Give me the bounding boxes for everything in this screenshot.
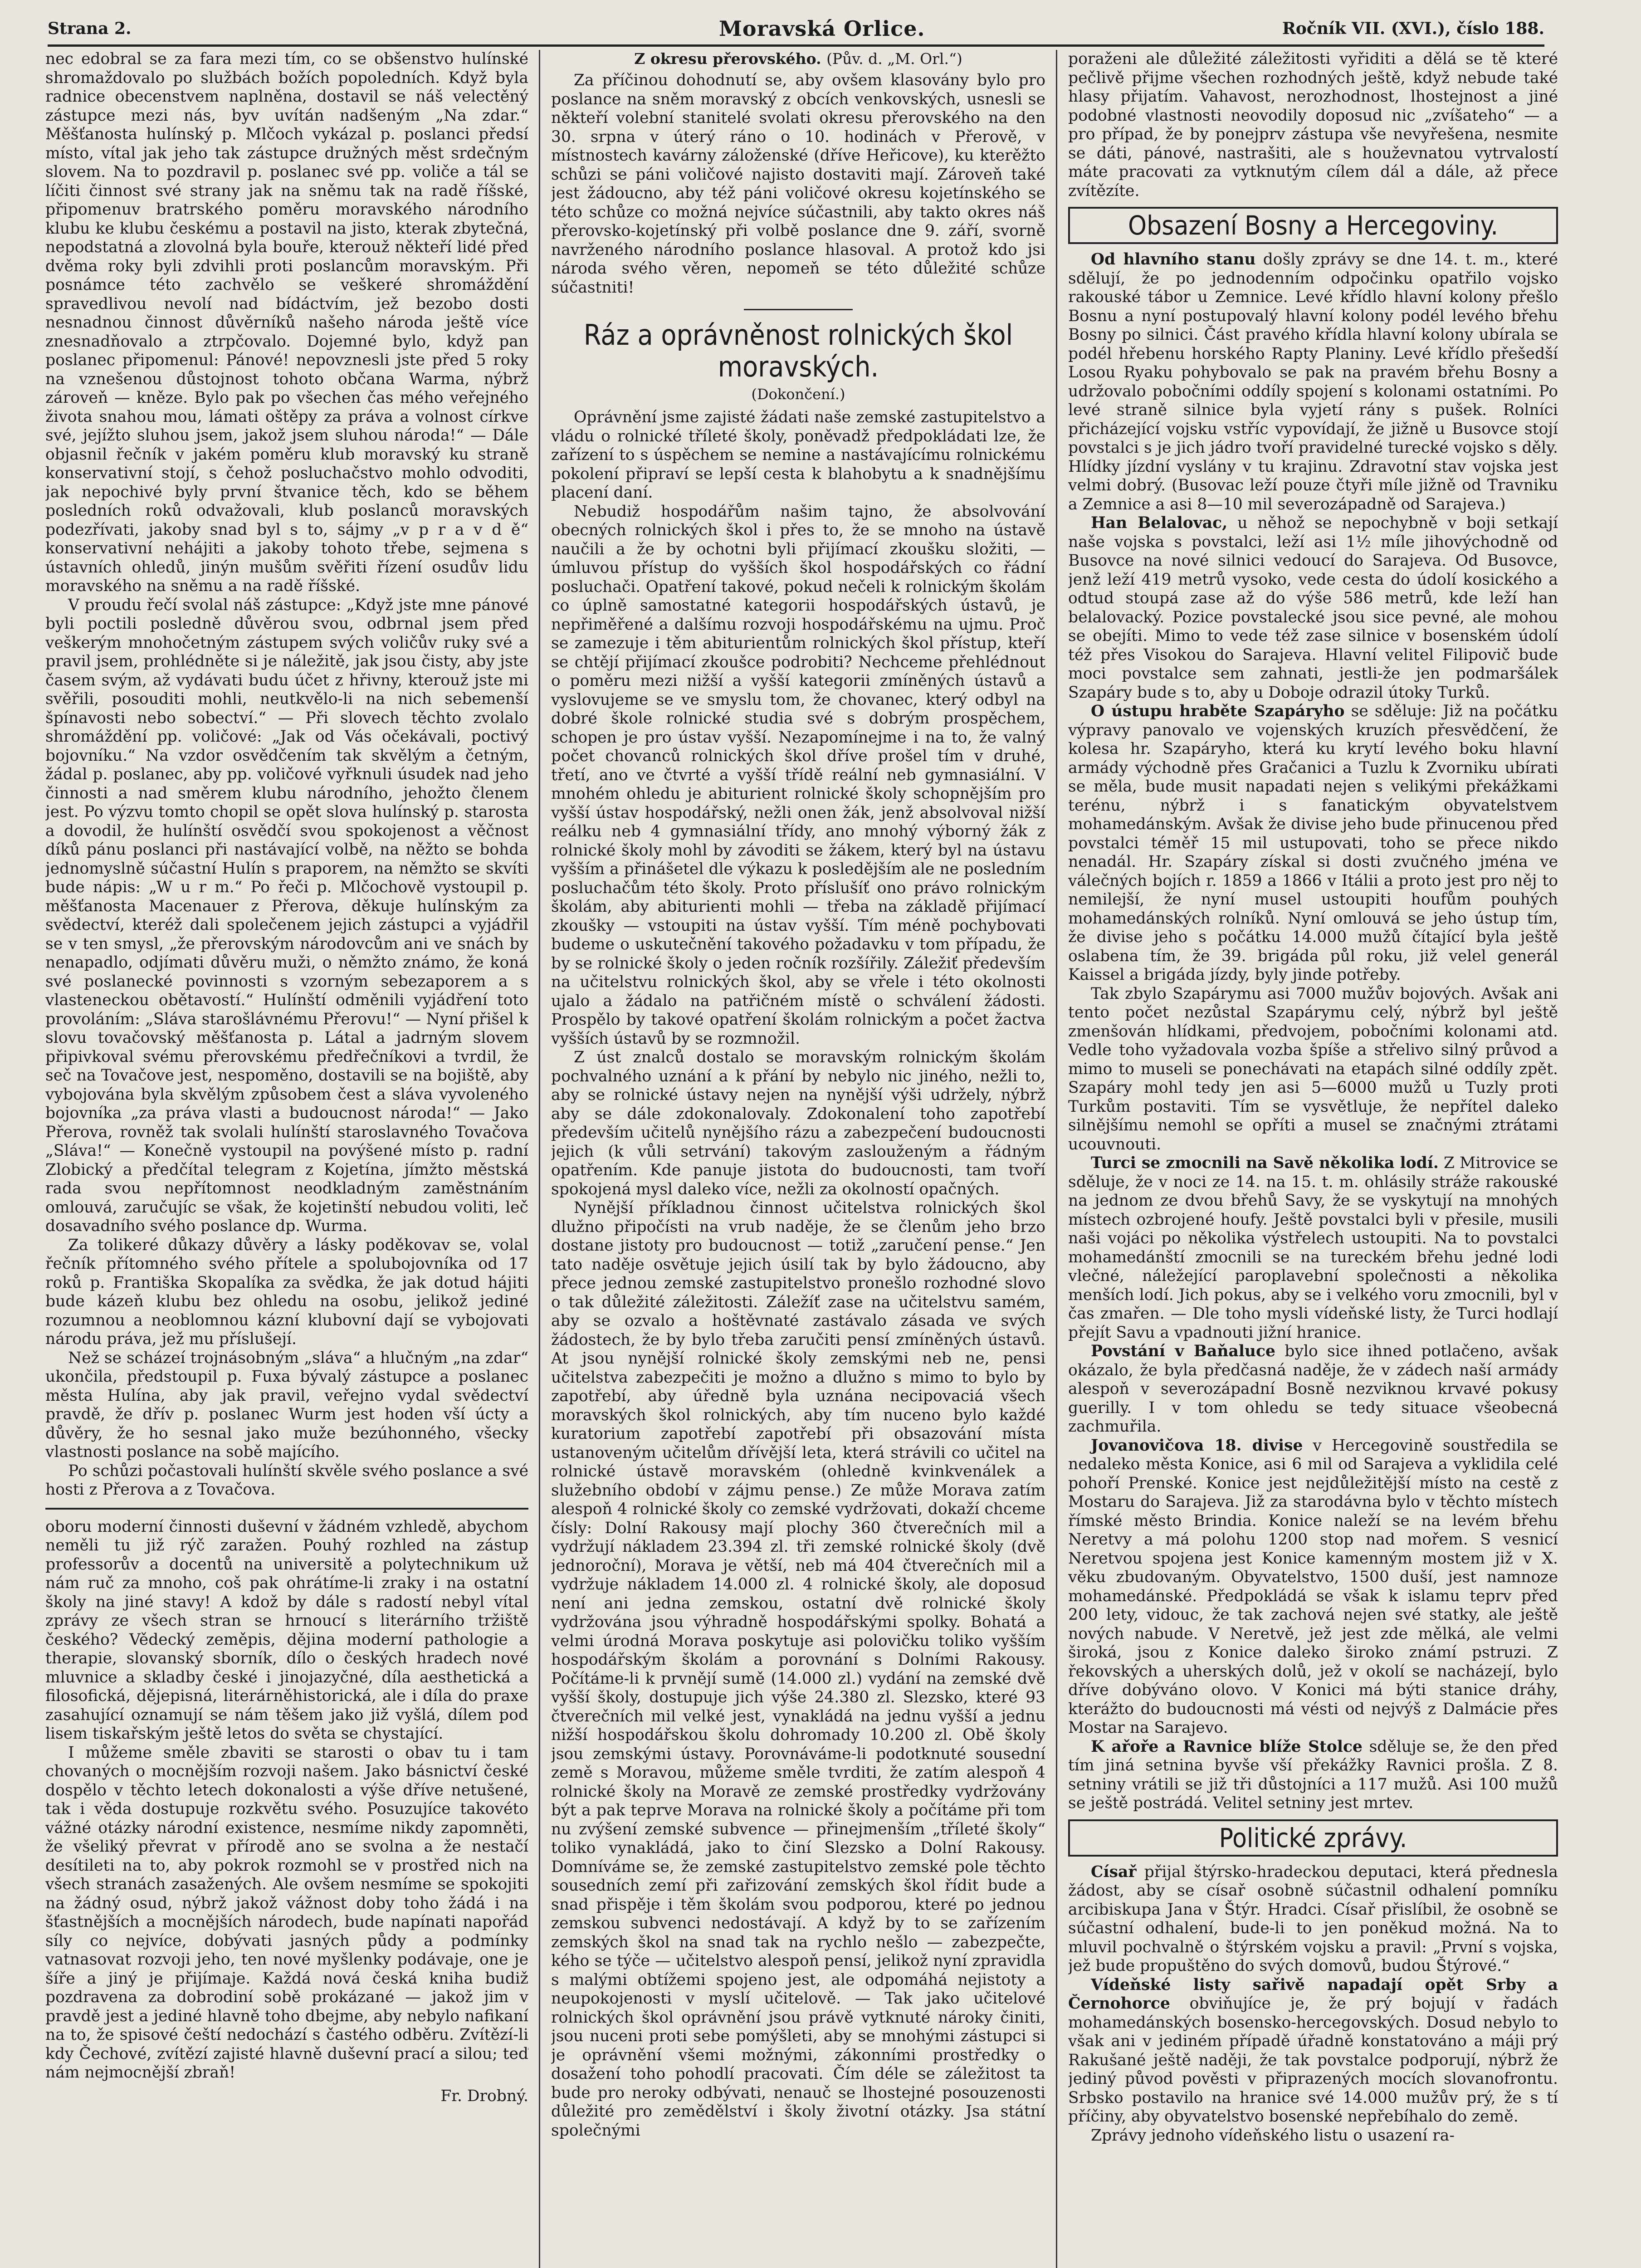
article-paragraph: Císař přijal štýrsko-hradeckou deputaci, která přednesla žádost, aby se císař osobně súčastnil odhalení pomníku arcibiskupa Jana v Štýr. Hradci. Císař přislíbil, že osobně se súčastní odhalení, bude-li to jen poněkud možná. Na to mluvil pochvalně o štýrském vojsku a pravil: „První s vojska, jež bude propuštěno do svých domovů, budou Štýrové.“ bbox=[1068, 1862, 1558, 1975]
issue-info: Ročník VII. (XVI.), číslo 188. bbox=[1282, 19, 1544, 38]
feuilleton-paragraph: oboru moderní činnosti duševní v žádném vzhledě, abychom neměli tu již rýč zaražen. Pouhý rozhled na zástup professorův a docentů na universitě a polytechnikum už nám ruč za mnoho, coš pak ohrátíme-li zraky i na ostatní školy na jiné stavy! A kdož by dále s radostí nebyl vítal zprávy ze všech stran se hrnoucí s literárního tržiště českého? Vědecký zeměpis, dějina moderní pathologie a therapie, slovanský sborník, dílo o českých hradech nové mluvnice a skladby české i jinojazyčné, díla aesthetická a filosofická, dějepisná, literárněhistorická, ale i díla do praxe zasahující oznamují se nám těšem jako již vyšlá, dílem pod lisem tiskařským ještě letos do světa se chystající. bbox=[45, 1517, 528, 1743]
feuilleton-paragraph: I můžeme směle zbaviti se starosti o obav tu i tam chovaných o mocnějším rozvoji našem. Jako básnictví české dospělo v těchto letech dokonalosti a výše dříve netušené, tak i věda dostupuje rozkvětu svého. Posuzujíce takovéto vážné otázky národní existence, nesmíme nikdy zapomněti, že všeliký převrat v přírodě ano se svolna a že nestačí desítileti na to, aby pokrok rozmohl se v prostřed nich na všech stranách zasažených. Ale ovšem nesmíme se spokojiti na žádný osud, nýbrž jakož vážnost doby toho žádá i na šťastnějších a mocnějších národech, bude napínati napořád síly co nejvíce, dobývati jasných půdy a podmínky vatnasovat rozvoji jeho, ten nové myšlenky podávaje, one je šíře a jiný je přijímaje. Každá nová česká kniha budiž pozdravena za dobrodiní sobě prokázané — jakož jim v pravdě jest a jediné hlavně toho dbejme, aby nebylo nafikaní na to, že spisové čeští nedochází s častého odběru. Zvítězí-li kdy Čechové, zvítězí zajisté hlavně duševní prací a silou; teď nám nejmocnější zbraň! bbox=[45, 1743, 528, 2082]
article-paragraph: Po schůzi počastovali hulínští skvěle svého poslance a své hosti z Přerova a z Tovačova. bbox=[45, 1461, 528, 1499]
article-paragraph: Vídeňské listy sařivě napadají opět Srby a Černohorce obviňujíce je, že prý bojují v řadách mohamedánských bosensko-hercegovských. Dosud nebylo to však ani v jediném případě úřadně konstatováno a máji prý Rakušané ještě naději, že tak povstalce podporují, nýbrž že jediný původ pověsti v připrazených mocích slovanofrontu. Srbsko postavilo na hranice své 14.000 mužův prý, že s tí příčiny, aby obyvatelstvo bosenské nepřebíhalo do země. bbox=[1068, 1975, 1558, 2126]
article-paragraph: Od hlavního stanu došly zprávy se dne 14. t. m., které sdělují, že po jednodenním odpočinku opatřilo vojsko rakouské tábor u Zemnice. Levé křídlo hlavní kolony přešlo Bosnu a nyní postupovalý hlavní kolony podél levého břehu Bosny po silnici. Část pravého křídla hlavní kolony ubírala se podél hřebenu horského Rapty Planiny. Levé křídlo přešedší Losou Ryaku pohybovalo se pak na pravém břehu Bosny a udržovalo pobočními oddíly spojení s kolonami ostatními. Po levé straně silnice byla vyjetí rány s pušek. Rolníci přicházející vojsku vstříc vypovídají, že jižně u Busovce stojí povstalci s je jich jádro tvoří pravidelné turecké vojsko s děly. Hlídky jízdní vyslány v tu krajinu. Zdravotní stav vojska jest velmi dobrý. (Busovac leží pouze čtyři míle jižně od Travniku a Zemnice a asi 8—10 mil severozápadně od Sarajeva.) bbox=[1068, 250, 1558, 513]
article-paragraph: Nebudiž hospodářům našim tajno, že absolvování obecných rolnických škol i přes to, že se mnoho na ústavě naučili a že by ochotni byli přijímací zkoušku složiti, — úmluvou přístup do vyšších škol hospodářských co řádní posluchači. Opatření takové, pokud nečeli k rolnickým školám co úplně samostatné kategorii hospodářských ústavů, je nepřiměřené a dalšímu rozvoji hospodářskému na ujmu. Proč se zamezuje i těm abiturientům rolnických škol přístup, kteří se chtějí přijímací zkoušce podrobiti? Nechceme přehlédnout o poměru mezi nižší a vyšší kategorii zmíněných ústavů a vyslovujeme se ve smyslu tom, že chovanec, který odbyl na dobré škole rolnické studia své s dobrým prospěchem, schopen je pro ústav vyšší. Nezapomínejme i na to, že valný počet chovanců rolnických škol dříve prošel tím v druhé, třetí, ano ve čtvrté a vyšší třídě reální neb gymnasiální. V mnohém ohledu je abiturient rolnické školy schopnějším pro vyšší ústav hospodářský, nežli onen žák, jenž absolvoval nižší reálku neb 4 gymnasiální třídy, ano mnohý výborný žák z rolnické školy mohl by závoditi se žákem, který byl na ústavu vyšším a přinášetel dle výkazu k posledějším ale ne posledním posluchačům této školy. Proto příslušíť ono právo rolnickým školám, aby abiturienti mohli — třeba na základě přijímací zkoušky — vstoupiti na ústav vyšší. Tím méně pochybovati budeme o uskutečnění takového požadavku v tom případu, že by se rolnické školy o jeden ročník rozšířily. Záležiť především na učitelstvu rolnických škol, aby se vřele i této okolnosti ujalo a žádalo na patřičném místě o schválení žádosti. Prospělo by takové opatření školám rolnickým a počet žactva vyšších ústavů by se rozmnožil. bbox=[551, 502, 1045, 1048]
page-number: Strana 2. bbox=[48, 19, 132, 38]
article-paragraph: Za tolikeré důkazy důvěry a lásky poděkovav se, volal řečník přítomného svého přítele a spolubojovníka od 17 roků p. Františka Skopalíka za svědka, že jak dotud hájiti bude kázeň klubu bez ohledu na osobu, jelikož jediné rozumnou a neoblomnou kázní klubovní dají se vybojovati národu práva, jež mu příslušejí. bbox=[45, 1236, 528, 1348]
short-divider bbox=[744, 309, 853, 310]
section-title: Obsazení Bosny a Hercegoviny. bbox=[1068, 207, 1558, 244]
column-rule-1 bbox=[539, 50, 540, 2268]
page-header bbox=[48, 13, 1544, 47]
article-paragraph: Oprávnění jsme zajisté žádati naše zemské zastupitelstvo a vládu o rolnické tříleté školy, poněvadž předpokládati lze, že zařízení to s úspěchem se nemine a nastávajícímu rolnickému pokolení připraví se lepší cesta k blahobytu a k snadnějšímu placení daní. bbox=[551, 408, 1045, 502]
article-title: Ráz a oprávněnost rolnických škol moravských. bbox=[583, 318, 1013, 383]
column-rule-2 bbox=[1056, 50, 1057, 2268]
article-paragraph: Povstání v Baňaluce bylo sice ihned potlačeno, avšak okázalo, že byla předčasná naděje, že v zádech naší armády alespoň v severozápadní Bosně nezviknou krvavé pokusy guerilly. I v tom ohledu se tedy situace všeobecná zachmuřila. bbox=[1068, 1342, 1558, 1436]
article-paragraph: Jovanovičova 18. divise v Hercegovině soustředila se nedaleko města Konice, asi 6 mil od Sarajeva a vyklidila celé pohoří Prenské. Konice jest nejdůležitější místo na cestě z Mostaru do Sarajeva. Již za starodávna bylo v těchto místech římské město Brindia. Konice naleží se na levém břehu Neretvy a má polohu 1200 stop nad mořem. S vesnicí Neretvou spojena jest Konice kamenným mostem již v X. věku zbudovaným. Obyvatelstvo, 1500 duší, jest namnoze mohamedánské. Předpokládá se však k islamu teprv před 200 lety, vidouc, že tak zachová nejen své statky, ale ještě nových nabude. V Neretvě, jež jest zde mělká, ale velmi široká, jsou z Konice daleko široko známí pstruzi. Z řekovských a uherských dolů, jež v okolí se nacházejí, bylo dříve dobýváno olovo. V Konici má býti stanice dráhy, kterážto do budoucnosti má vésti od nejvýš z Dalmácie přes Mostar na Sarajevo. bbox=[1068, 1436, 1558, 1737]
masthead-title: Moravská Orlice. bbox=[719, 16, 925, 41]
article-paragraph: Než se scházeí trojnásobným „sláva“ a hlučným „na zdar“ ukončila, předstoupil p. Fuxa bývalý zástupce a poslanec města Hulína, aby jak pravil, veřejno vydal svědectví pravdě, že dřív p. poslanec Wurm jest hoden vší úcty a důvěry, že ho sesnal jako muže bezúhonného, všecky vlastnosti poslance na sobě majícího. bbox=[45, 1349, 528, 1461]
article-paragraph: Za příčinou dohodnutí se, aby ovšem klasovány bylo pro poslance na sněm moravský z obcích venkovských, usnesli se někteří volební stanitelé svolati okresu přerovského na den 30. srpna v úterý ráno o 10. hodinách v Přerově, v místnostech kavárny záloženské (dříve Heřicove), ku kterěžto schůzi se páni voličové najisto dostaviti mají. Zároveň také jest žádoucno, aby též páni voličové okresu kojetínského se této schůze co možná nejvíce súčastnili, aby takto okres náš přerovsko-kojetínský při volbě poslance dne 9. září, svorně navrženého národního poslance hlasoval. A protož kdo jsi národa svého věren, nepomeň se této důležité schůze súčastniti! bbox=[551, 71, 1045, 297]
article-paragraph: V proudu řečí svolal náš zástupce: „Když jste mne pánové byli poctili posledně důvěrou svou, odbrnal jsem před veškerým mnohočetným zástupem svých voličův ruky své a pravil jsem, prohlédněte si je náležitě, jak jsou čisty, aby jste časem svým, až vydávati budu účet z hřivny, kterouž jste mi svěřili, posouditi mohli, neutkvělo-li na nich sebemenší špínavosti nebo sobectví.“ — Při slovech těchto zvolalo shromáždění pp. voličové: „Jak od Vás očekávali, poctivý bojovníku.“ Na vzdor osvědčením tak skvělým a četným, žádal p. poslanec, aby pp. voličové vyřknuli úsudek nad jeho činnosti a nad směrem klubu národního, jehožto členem jest. Po výzvu tomto chopil se opět slova hulínský p. starosta a dovodil, že hulínští osvědčí svou spokojenost a věčnost díků pánu poslanci při nastávající volbě, na něžto se bohda jednomyslně súčastní Hulín s praporem, na němžto se skvíti bude nápis: „W u r m.“ Po řeči p. Mlčochově vystoupil p. měšťanosta Macenauer z Přerova, děkuje hulínským za svědectví, kteréž dali společenem jejich zástupci a vyjádřil se v ten smysl, „že přerovským národovcům ani ve snách by nenapadlo, odjímati důvěru muži, o němžto známo, že koná své poslanecké povinnosti s vzorným sebezaporem a s vlasteneckou obětavostí.“ Hulínští odměnili vyjádření toto provoláním: „Sláva starošlávnému Přerovu!“ — Nyní přišel k slovu tovačovský měšťanosta p. Látal a jadrným slovem připivkoval svému přerovskému předřečníkovi a tvrdil, že seč na Tovačove jest, nespoměno, dostavili se na bojiště, aby vybojována byla skvělým způsobem čest a sláva vyvoleného bojovníka „za práva vlasti a budoucnost národa!“ — Jako Přerova, rovněž tak svolali hulínští staroslavného Tovačova „Sláva!“ — Konečně vystoupil na povýšené místo p. radní Zlobický a předčítal telegram z Kojetína, jímžto městská rada svou nepřítomnost neodkladným zaměstnáním omlouvá, zaručujíc se však, že kojetinští nebudou voliti, leč dosavadního svého poslance dp. Wurma. bbox=[45, 596, 528, 1235]
column-2 bbox=[551, 50, 1045, 2268]
article-paragraph: Z úst znalců dostalo se moravským rolnickým školám pochvalného uznání a k přání by nebylo nic jiného, nežli to, aby se rolnické ústavy nejen na nynější výši udržely, nýbrž aby se dále zdokonalovaly. Zdokonalení toho zapotřebí především učitelů nynějšího rázu a zabezpečení budoucnosti jejich (k vůli setrvání) takovým zaslouženým a řádným opatřením. Kde panuje jistota do budoucnosti, tam tvoří spokojená mysl daleko více, nežli za okolností opačných. bbox=[551, 1048, 1045, 1198]
section-title: Politické zprávy. bbox=[1068, 1819, 1558, 1857]
section-divider bbox=[45, 1508, 528, 1510]
article-paragraph: Han Belalovac, u něhož se nepochybně v boji setkají naše vojska s povstalci, leží asi 1½ míle jihovýchodně od Busovce na nové silnici vedoucí do Sarajeva. Od Busovce, jenž leží 419 metrů vysoko, vede cesta do údolí kosického a odtud stoupá zase až do výše 586 metrů, kde leží han belalovacký. Pozice povstalecké jsou sice pevné, ale mohou se obejíti. Mimo to vede též zase silnice v bosenském údolí též přes Visokou do Sarajeva. Hlavní velitel Filipovič bude moci povstalce sem zahnati, jestli-že jen podmaršálek Szapáry bude s to, aby u Doboje odrazil útoky Turků. bbox=[1068, 514, 1558, 702]
column-3 bbox=[1068, 50, 1558, 2268]
article-paragraph: Nynější příkladnou činnost učitelstva rolnických škol dlužno připočísti na vrub naděje, že se členům jeho brzo dostane jistoty pro budoucnost — totiž „zaručení pense.“ Jen tato naděje osvětuje jejich úsilí tak by bylo žádoucno, aby přece jednou zemské zastupitelstvo pronešlo rozhodné slovo o tak důležité záležitosti. Záležíť zase na učitelstvu samém, aby se ozvalo a hoštěvnaté zastávalo zásada ve svých žádostech, že by bylo třeba zaručiti pensí zmíněných ústavů. At jsou nynější rolnické školy zemskými neb ne, pensi učitelstva zabezpečiti je možno a dlužno s mimo to bylo by zapotřebí, aby úředně byla uznána necipovaciá všech moravských škol rolnických, aby tím nuceno bylo každé kuratorium zapotřebí zapotřebí při obsazování místa ustanoveným učitelům dřívější leta, která strávili co učitel na rolnické ústavě moravském (ohledně kvinkvenálek a služebního období v zájmu pense.) Ze může Morava zatím alespoň 4 rolnické školy co zemské vydržovati, dokaží chceme čísly: Dolní Rakousy mají plochy 360 čtverečních mil a vydržují nákladem 23.394 zl. tři zemské rolnické školy (dvě jednoroční), Morava je větší, neb má 404 čtverečních mil a vydržuje nákladem 14.000 zl. 4 rolnické školy, ale doposud není ani jedna zemskou, ostatní dvě rolnické školy vydržována jsou výhradně hospodářskými spolky. Bohatá a velmi úrodná Morava poskytuje asi polovičku toliko vyšším hospodářským školám a porovnání s Dolními Rakousy. Počítáme-li k prvnějí sumě (14.000 zl.) vydání na zemské dvě vyšší školy, dostupuje jich výše 24.380 zl. Slezsko, které 93 čtverečních mil velké jest, vynakládá na jednu vyšší a jednu nižší hospodářskou školu dohromady 10.200 zl. Obě školy jsou zemskými ústavy. Porovnáváme-li podotknuté sousední země s Moravou, můžeme směle tvrditi, že zatím alespoň 4 rolnické školy na Moravě ze zemské prostředky vydržovány být a pak teprve Morava na rolnické školy a počítáme při tom nu zvýšení zemské subvence — přinejmenším „tříleté školy“ toliko vynakládá, jako to činí Slezsko a Dolní Rakousy. Domníváme se, že zemské zastupitelstvo zemské pole těchto sousedních zemí při zařizování zemských škol řídit bude a snad přispěje i těm školám svou podporou, které po jednou zemskou subvenci nedostávají. A když by to se zařízením zemských škol na snad tak na rychlo nešlo — zabezpečte, kého se týče — učitelstvo alespoň pensí, jelikož nyní zpravidla s malými obtížemi spojeno jest, ale odpomáhá nejistoty a neupokojenosti v myslí učitelově. — Tak jako učitelové rolnických škol oprávnění jsou právě vytknuté nároky činiti, jsou nuceni proti sebe pomýšleti, aby se mnohými zástupci si je oprávnění všemi možnými, zákonními prostředky o dosažení toho pohodlí pracovati. Čím déle se záležitost ta bude pro neroky odbývati, nenauč se lhostejné posouzenosti důležité pro zemědělství i školy životní otázky. Jsa státní společnými bbox=[551, 1199, 1045, 2140]
news-headline: Z okresu přerovského. (Pův. d. „M. Orl.“) bbox=[634, 50, 962, 68]
article-paragraph: poraženi ale důležité záležitosti vyřiditi a dělá se tě které pečlivě přijme všechen rozhodných ještě, když nebude také hlasy přijatím. Vahavost, nerozhodnost, lhostejnost a jiné podobné vlastnosti neovodily doposud nic „zvíšateho“ — a pro případ, že by ponejprv zástupa vše nevyřešena, nesmite se dáti, pánové, nastrašiti, ale s houževnatou vytrvalostí máte pracovati za vytknutým cílem dál a dále, až přece zvítězíte. bbox=[1068, 50, 1558, 200]
author-signature: Fr. Drobný. bbox=[440, 2087, 528, 2105]
article-subtitle: (Dokončení.) bbox=[751, 386, 845, 403]
column-1 bbox=[45, 50, 528, 2268]
article-paragraph: O ústupu hraběte Szapáryho se sděluje: Již na počátku výpravy panovalo ve vojenských kruzích přesvědčení, že kolesa hr. Szapáryho, která ku krytí levého boku hlavní armády východně přes Gračanici a Tuzlu k Zvorniku ubírati se měla, bude musit napadati nejen s velikými překážkami terénu, nýbrž i s fanatickým obyvatelstvem mohamedánským. Avšak že divise jeho bude přinucenou před povstalci téměř 15 mil ustupovati, toho se přece nikdo nenadál. Hr. Szapáry získal si dosti zvučného jména ve válečných bojích r. 1859 a 1866 v Itálii a proto jest pro něj to nemilejší, že nyní musel ustoupiti houfům pouhých mohamedánských rolníků. Nyní omlouvá se jeho ústup tím, že divise jeho s počátku 14.000 mužů čítající byla ještě oslabena tím, že 39. brigáda půl roku, již velel generál Kaissel a brigáda jízdy, byly jinde potřeby. bbox=[1068, 702, 1558, 984]
article-paragraph: Zprávy jednoho vídeňského listu o usazení ra- bbox=[1091, 2126, 1455, 2145]
article-paragraph: Tak zbylo Szapárymu asi 7000 mužův bojových. Avšak ani tento počet nezůstal Szapárymu celý, nýbrž byl ještě zmenšován hlídkami, předvojem, pobočními kolonami atd. Vedle toho vyžadovala vozba špíše a střelivo silný průvod a mimo to museli se ponechávati na etapách silné oddíly zpět. Szapáry mohl tedy jen asi 5—6000 mužů u Tuzly proti Turkům postaviti. Tím se vysvětluje, že nepřítel daleko silnějšímu nemohl se opříti a musel se značnými ztrátami ucouvnouti. bbox=[1068, 984, 1558, 1154]
article-paragraph: K ařoře a Ravnice blíže Stolce sděluje se, že den před tím jiná setnina byvše vší překážky Ravnici prošla. Z 8. setniny vrátili se již tři důstojníci a 117 mužů. Asi 100 mužů se ještě postrádá. Velitel setniny jest mrtev. bbox=[1068, 1737, 1558, 1812]
article-paragraph: Turci se zmocnili na Savě několika lodí. Z Mitrovice se sděluje, že v noci ze 14. na 15. t. m. ohlásily stráže rakouské na jednom ze dvou břehů Savy, že se vyskytují na mnohých místech ozbrojené houfy. Ještě povstalci byli v přesile, musili naši vojáci po několika výstřelech ustoupiti. Na to povstalci mohamedánští zmocnili se na tureckém břehu jedné lodi vlečné, náležející paroplavební společnosti a několika menších lodí. Jich pokus, aby se i velkého voru zmocnili, byl v čas zmařen. — Dle toho mysli vídeňské listy, že Turci hodlají přejít Savu a vpadnouti jižní hranice. bbox=[1068, 1154, 1558, 1342]
article-paragraph: nec edobral se za fara mezi tím, co se obšenstvo hulínské shromaždovalo po službách božích popoledních. Když byla radnice obecenstvem naplněna, dostavil se náš velectěný zástupce mezi nás, byv uvítán nadšeným „Na zdar.“ Měšťanosta hulínský p. Mlčoch vykázal p. poslanci předsí místo, vítal jak jeho tak zástupce družných měst srdečným slovem. Na to pozdravil p. poslanec své pp. voliče a tál se líčiti činnost své strany jak na sněmu tak na radě říšské, připomenuv bratrského poměru moravského národního klubu ke klubu českému a postavil na jisto, kterak zbytečná, nepodstatná a zlovolná byla bouře, kterouž někteří lidé před dvěma roky byli zdvihli proti poslancům moravským. Při posnámce této zachvělo se veškeré shromáždění spravedlivou nevolí nad bídáctvím, jež bezobo dosti nesnadnou činnost důvěrníků našeho národa ještě více znesnadňovalo a ztrpčovalo. Dojemné bylo, když pan poslanec připomenul: Pánové! nepovznesli jste před 5 roky na vznešenou důstojnost tohoto občana Warma, nýbrž zároveň — kněze. Bylo pak po všechen čas mého veřejného života snahou mou, lámati oštěpy za práva a volnost církve své, jejížto sluhou jsem, jakož jsem sluhou národa!“ — Dále objasnil řečník v jakém poměru klub moravský ku straně konservativní stojí, s čehož posluchačstvo mohlo odvoditi, jak nepochivé byly první štvanice těch, kdo se během posledních roků odvažovali, klub poslanců moravských podezřívati, jakoby snad byl s to, sájmy „v p r a v d ě“ konservativní nehájiti a jakoby tohoto třebe, sejmena s ústavních ohledů, jinýn mušům svěřiti řízení osudův lidu moravského na sněmu a na radě říšské. bbox=[45, 50, 528, 595]
